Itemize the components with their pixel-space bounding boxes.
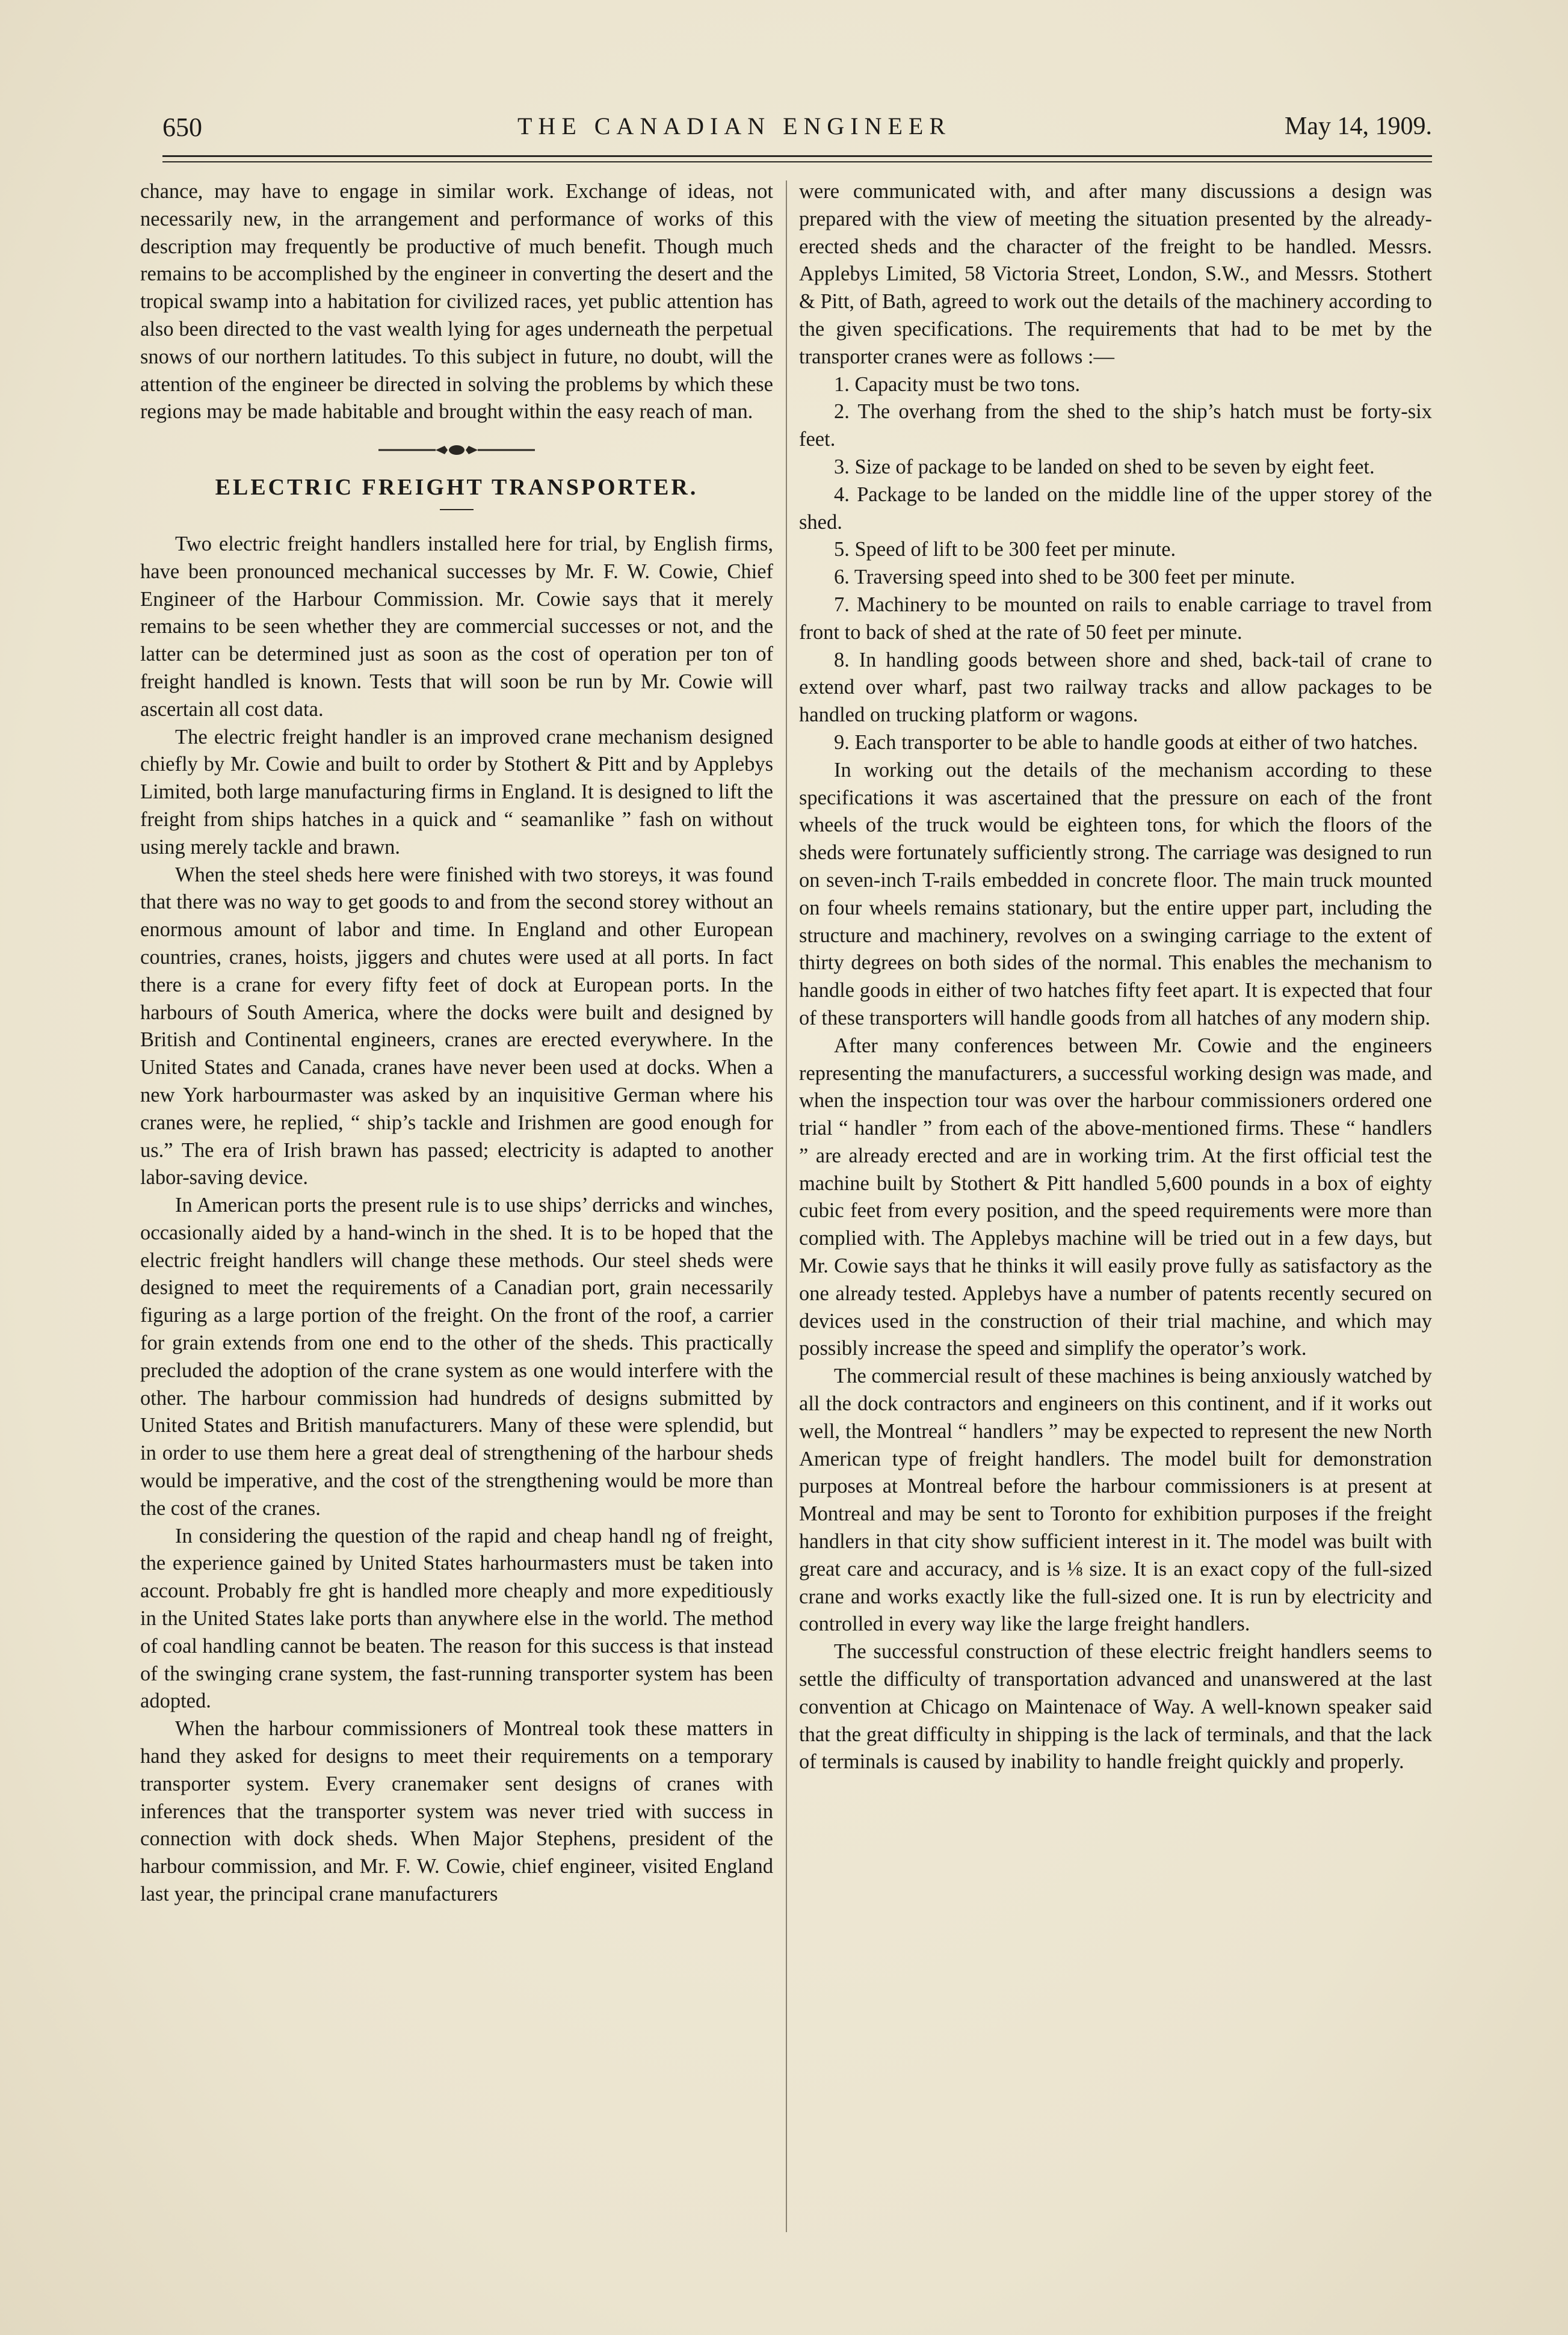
requirement-item: 9. Each transporter to be able to handle goods at either of two hatches. [834, 730, 1418, 754]
page-number: 650 [162, 113, 202, 142]
article-paragraph: When the harbour commissioners of Montreal took these matters in hand they asked for designs to meet their requirements on a temporary transporter system. Every cranemaker sent designs of cranes with inferences that the transporter system was never tried with success in connection with dock sheds. When Major Stephens, president of the harbour commission, and Mr. F. W. Cowie, chief engineer, visited England last year, the principal crane manufacturers [140, 1717, 773, 1906]
left-column [140, 178, 773, 1908]
requirement-item: 2. The overhang from the shed to the ship’s hatch must be forty-six feet. [799, 400, 1432, 451]
article-paragraph: In considering the question of the rapid and cheap handl ng of freight, the experience gained by United States harhourmasters must be taken into account. Probably fre ght is handled more cheaply and more expeditiously in the United States lake ports than anywhere else in the world. The method of coal handling cannot be beaten. The reason for this success is that instead of the swinging crane system, the fast-running transporter system has been adopted. [140, 1524, 773, 1713]
requirement-item: 7. Machinery to be mounted on rails to enable carriage to travel from front to back of shed at the rate of 50 feet per minute. [799, 593, 1432, 644]
issue-date: May 14, 1909. [1285, 113, 1432, 140]
column-divider [786, 180, 787, 2232]
header-rule-top [162, 155, 1432, 157]
continued-paragraph: were communicated with, and after many discussions a design was prepared with the view of meeting the situation presented by the already-erected sheds and the character of the freight to be handled. Messrs. Applebys Limited, 58 Victoria Street, London, S.W., and Messrs. Stothert & Pitt, of Bath, agreed to work out the details of the machinery according to the given specifications. The requirements that had to be met by the transporter cranes were as follows :— [799, 180, 1432, 368]
requirement-item: 5. Speed of lift to be 300 feet per minute. [834, 538, 1176, 561]
section-ornament [140, 438, 773, 456]
requirement-item: 6. Traversing speed into shed to be 300 feet per minute. [834, 566, 1295, 589]
requirement-item: 8. In handling goods between shore and shed, back-tail of crane to extend over wharf, past two railway tracks and allow packages to be handled on trucking platform or wagons. [799, 648, 1432, 727]
page-header [162, 107, 1432, 155]
article-paragraph: In American ports the present rule is to use ships’ derricks and winches, occasionally aided by a hand-winch in the shed. It is to be hoped that the electric freight handlers will change these methods. Our steel sheds were designed to meet the requirements of a Canadian port, grain necessarily figuring as a large portion of the freight. On the front of the roof, a carrier for grain extends from one end to the other of the sheds. This practically precluded the adoption of the crane system as one would interfere with the other. The harbour commission had hundreds of designs submitted by United States and British manufacturers. Many of these were splendid, but in order to use them here a great deal of strengthening of the harbour sheds would be imperative, and the cost of the strengthening would be more than the cost of the cranes. [140, 1194, 773, 1520]
article-paragraph: The successful construction of these electric freight handlers seems to settle the difficulty of transportation advanced and unanswered at the last convention at Chicago on Maintenace of Way. A well-known speaker said that the great difficulty in shipping is the lack of terminals, and that the lack of terminals is caused by inability to handle freight quickly and properly. [799, 1640, 1432, 1774]
title-underline [440, 509, 474, 510]
requirement-item: 4. Package to be landed on the middle line of the upper storey of the shed. [799, 483, 1432, 534]
header-rule-bottom [162, 161, 1432, 162]
requirements-list [799, 371, 1432, 757]
article-paragraph: When the steel sheds here were finished with two storeys, it was found that there was no way to get goods to and from the second storey without an enormous amount of labor and time. In England and other European countries, cranes, hoists, jiggers and chutes were used at all ports. In fact there is a crane for every fifty feet of dock at European ports. In the harbours of South America, where the docks were built and designed by British and Continental engineers, cranes are erected everywhere. In the United States and Canada, cranes have never been used at docks. When a new York harbourmaster was asked by an inquisitive German where his cranes were, he replied, “ ship’s tackle and Irishmen are good enough for us.” The era of Irish brawn has passed; electricity is adapted to another labor-saving device. [140, 863, 773, 1189]
right-column [799, 178, 1432, 1776]
article-paragraph: Two electric freight handlers installed here for trial, by English firms, have been pronounced mechanical successes by Mr. F. W. Cowie, Chief Engineer of the Harbour Commission. Mr. Cowie says that it merely remains to be seen whether they are commercial successes or not, and the latter can be determined just as soon as the cost of operation per ton of freight handled is known. Tests that will soon be run by Mr. Cowie will ascertain all cost data. [140, 532, 773, 721]
requirement-item: 3. Size of package to be landed on shed to be seven by eight feet. [834, 455, 1375, 478]
requirement-item: 1. Capacity must be two tons. [834, 372, 1081, 396]
journal-title: THE CANADIAN ENGINEER [517, 113, 952, 140]
article-title: ELECTRIC FREIGHT TRANSPORTER. [215, 475, 699, 501]
article-paragraph: The commercial result of these machines is being anxiously watched by all the dock contractors and engineers on this continent, and if it works out well, the Montreal “ handlers ” may be expected to represent the new North American type of freight handlers. The model built for demonstration purposes at Montreal before the harbour commissioners is at present at Montreal and may be sent to Toronto for exhibition purposes if the freight handlers in that city show sufficient interest in it. The model was built with great care and accuracy, and is ⅛ size. It is an exact copy of the full-sized crane and works exactly like the full-sized one. It is run by electricity and controlled in every way like the large freight handlers. [799, 1365, 1432, 1636]
article-paragraph: After many conferences between Mr. Cowie and the engineers representing the manufacturers, a successful working design was made, and when the inspection tour was over the harbour commissioners ordered one trial “ handler ” from each of the above-mentioned firms. These “ handlers ” are already erected and are in working trim. At the first official test the machine built by Stothert & Pitt handled 5,600 pounds in a box of eighty cubic feet from every position, and the speed requirements were more than complied with. The Applebys machine will be tried out in a few days, but Mr. Cowie says that he thinks it will easily prove fully as satisfactory as the one already tested. Applebys have a number of patents recently secured on devices used in the construction of their trial machine, and which may possibly increase the speed and simplify the operator’s work. [799, 1034, 1432, 1360]
continued-paragraph: chance, may have to engage in similar work. Exchange of ideas, not necessarily new, in the arrangement and performance of works of this description may frequently be productive of much benefit. Though much remains to be accomplished by the engineer in converting the desert and the tropical swamp into a habitation for civilized races, yet public attention has also been directed to the vast wealth lying for ages underneath the perpetual snows of our northern latitudes. To this subject in future, no doubt, will the attention of the engineer be directed in solving the problems by which these regions may be made habitable and brought within the easy reach of man. [140, 180, 773, 424]
article-paragraph: The electric freight handler is an improved crane mechanism designed chiefly by Mr. Cowie and built to order by Stothert & Pitt and by Applebys Limited, both large manufacturing firms in England. It is designed to lift the freight from ships hatches in a quick and “ seamanlike ” fash on without using merely tackle and brawn. [140, 725, 773, 859]
article-paragraph: In working out the details of the mechanism according to these specifications it was ascertained that the pressure on each of the front wheels of the truck would be eighteen tons, for which the floors of the sheds were fortunately sufficiently strong. The carriage was designed to run on seven-inch T-rails embedded in concrete floor. The main truck mounted on four wheels remains stationary, but the entire upper part, including the structure and machinery, revolves on a swinging carriage to the extent of thirty degrees on both sides of the normal. This enables the mechanism to handle goods in either of two hatches fifty feet apart. It is expected that four of these transporters will handle goods from all hatches of any modern ship. [799, 758, 1432, 1029]
